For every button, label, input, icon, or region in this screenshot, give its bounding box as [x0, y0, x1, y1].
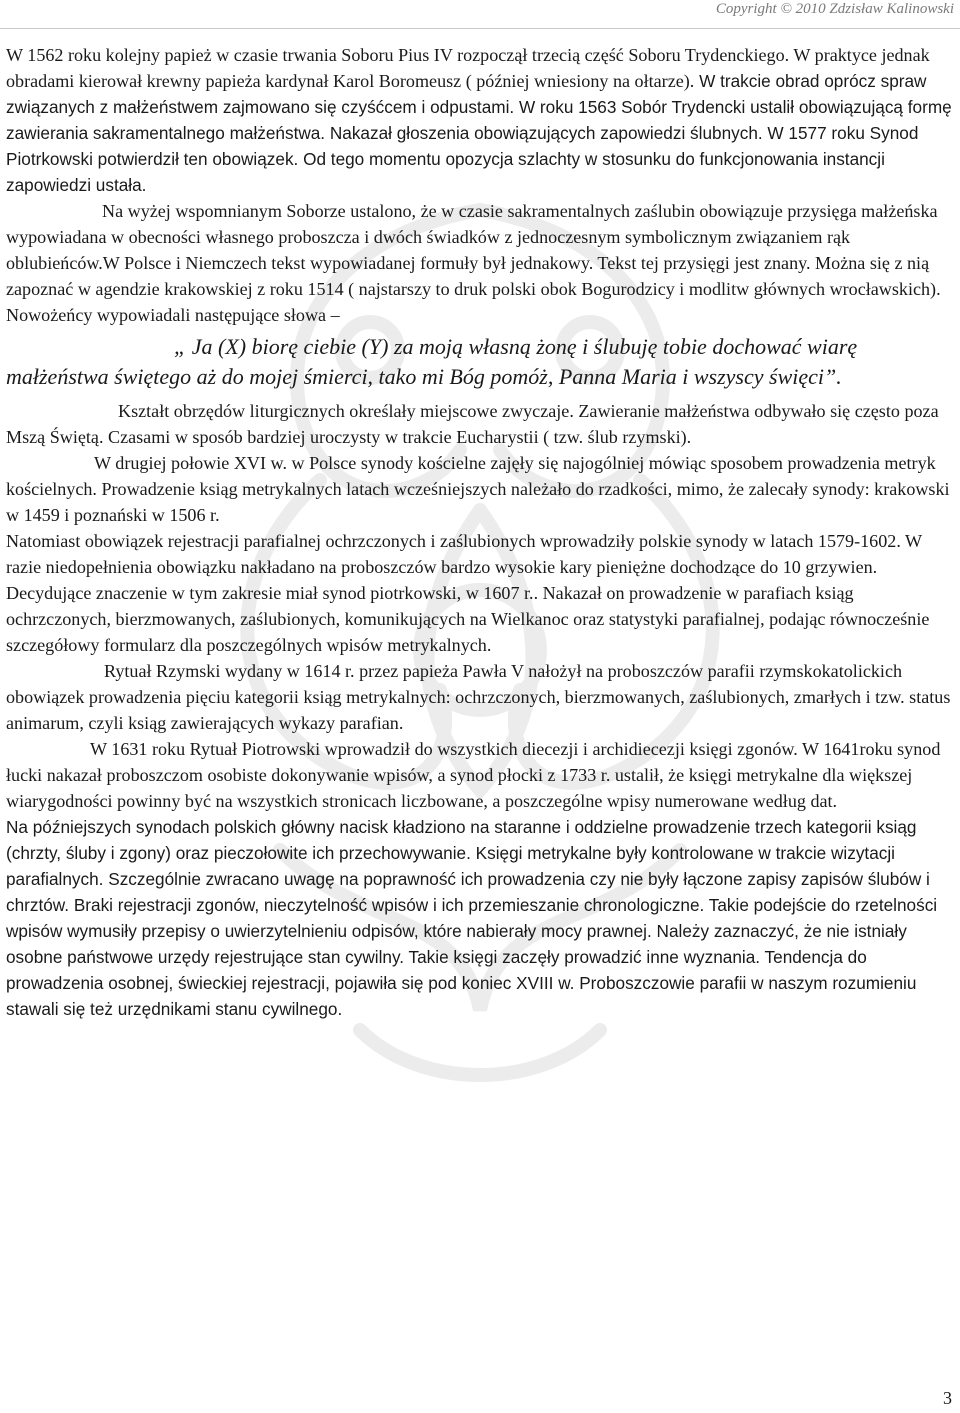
vow-text: „ Ja (X) biorę ciebie (Y) za moją własną żonę i ślubuję tobie dochować wiarę małżeństwa świętego aż do mojej śmierci, tako mi Bóg pomóż, Panna Maria i wszyscy święci”. [6, 334, 858, 389]
paragraph-liturgy-customs: Kształt obrzędów liturgicznych określały miejscowe zwyczaje. Zawieranie małżeństwa odbywało się często poza Mszą Świętą. Czasami w sposób bardziej uroczysty w trakcie Eucharystii ( tzw. ślub rzymski). [6, 401, 939, 447]
header-rule [0, 28, 960, 29]
document-body [6, 42, 952, 1022]
paragraph-synods-records: W drugiej połowie XVI w. w Polsce synody kościelne zajęły się najogólniej mówiąc sposobem prowadzenia metryk kościelnych. Prowadzenie ksiąg metrykalnych latach wcześniejszych należało do rzadkości, mimo, że zalecały synody: krakowski w 1459 i poznański w 1506 r. [6, 453, 950, 525]
paragraph-piotrkow-ritual: W 1631 roku Rytuał Piotrowski wprowadził do wszystkich diecezji i archidiecezji księgi zgonów. W 1641roku synod łucki nakazał proboszczom osobiste dokonywanie wpisów, a synod płocki z 1733 r. ustalił, że księgi metrykalne dla większej wiarygodności powinny być na wszystkich stronicach liczbowane, a poszczególne wpisy numerowane według dat. [6, 739, 941, 811]
marriage-vow-quote [6, 332, 952, 392]
vow-indent [6, 334, 174, 359]
paragraph-parish-registration: Natomiast obowiązek rejestracji parafialnej ochrzczonych i zaślubionych wprowadziły polskie synody w latach 1579-1602. W razie niedopełnienia obowiązku nakładano na proboszczów bardzo wysokie kary pieniężne dochodzące do 10 grzywien. Decydujące znaczenie w tym zakresie miał synod piotrkowski, w 1607 r.. Nakazał on prowadzenie w parafiach ksiąg ochrzczonych, bierzmowanych, zaślubionych, komunikujących na Wielkanoc oraz statystyki parafialnej, podając równocześnie szczegółowy formularz dla poszczególnych wpisów metrykalnych. [6, 531, 930, 655]
copyright-header: Copyright © 2010 Zdzisław Kalinowski [715, 1, 954, 17]
page-number: 3 [943, 1388, 952, 1408]
paragraph-marriage-oath: Na wyżej wspomnianym Soborze ustalono, że w czasie sakramentalnych zaślubin obowiązuje przysięga małżeńska wypowiadana w obecności własnego proboszcza i dwóch świadków z jednoczesnym symbolicznym związaniem rąk oblubieńców.W Polsce i Niemczech tekst wypowiadanej formuły był jednakowy. Tekst tej przysięgi jest znany. Można się z nią zapoznać w agendzie krakowskiej z roku 1514 ( najstarszy to druk polski obok Bogurodzicy i modlitw głównych wrocławskich). Nowożeńcy wypowiadali następujące słowa – [6, 201, 941, 325]
paragraph-roman-ritual: Rytuał Rzymski wydany w 1614 r. przez papieża Pawła V nałożył na proboszczów parafii rzymskokatolickich obowiązek prowadzenia pięciu kategorii ksiąg metrykalnych: ochrzczonych, bierzmowanych, zaślubionych, zmarłych i tzw. status animarum, czyli ksiąg zawierających wykazy parafian. [6, 661, 951, 733]
paragraph-later-synods: Na późniejszych synodach polskich główny nacisk kładziono na staranne i oddzielne prowadzenie trzech kategorii ksiąg (chrzty, śluby i zgony) oraz pieczołowite ich przechowywanie. Księgi metrykalne były kontrolowane w trakcie wizytacji parafialnych. Szczególnie zwracano uwagę na poprawność ich prowadzenia czy nie były łączone zapisy zapisów ślubów i chrztów. Braki rejestracji zgonów, nieczytelność wpisów i ich przemieszanie chronologiczne. Takie podejście do rzetelności wpisów wymusiły przepisy o uwierzytelnieniu odpisów, które nabierały mocy prawnej. Należy zaznaczyć, że nie istniały osobne państwowe urzędy rejestrujące stan cywilny. Takie księgi zaczęły prowadzić inne wyznania. Tendencja do prowadzenia osobnej, świeckiej rejestracji, pojawiła się pod koniec XVIII w. Proboszczowie parafii w naszym rozumieniu stawali się też urzędnikami stanu cywilnego. [6, 817, 938, 1019]
paragraph-council-trent-part1: W 1562 roku kolejny papież w czasie trwania Soboru Pius IV rozpoczął trzecią część Soboru Trydenckiego. W praktyce jednak obradami kierował krewny papieża kardynał Karol Boromeusz ( później wniesiony na ołtarze). [6, 45, 930, 91]
paragraph-council-trent [6, 42, 952, 198]
paragraph-council-trent-part2: W trakcie obrad oprócz spraw związanych z małżeństwem zajmowano się czyśćcem i odpustami. W roku 1563 Sobór Trydencki ustalił obowiązującą formę zawierania sakramentalnego małżeństwa. Nakazał głoszenia obowiązujących zapowiedzi ślubnych. W 1577 roku Synod Piotrkowski potwierdził ten obowiązek. Od tego momentu opozycja szlachty w stosunku do funkcjonowania instancji zapowiedzi ustała. [6, 71, 952, 195]
